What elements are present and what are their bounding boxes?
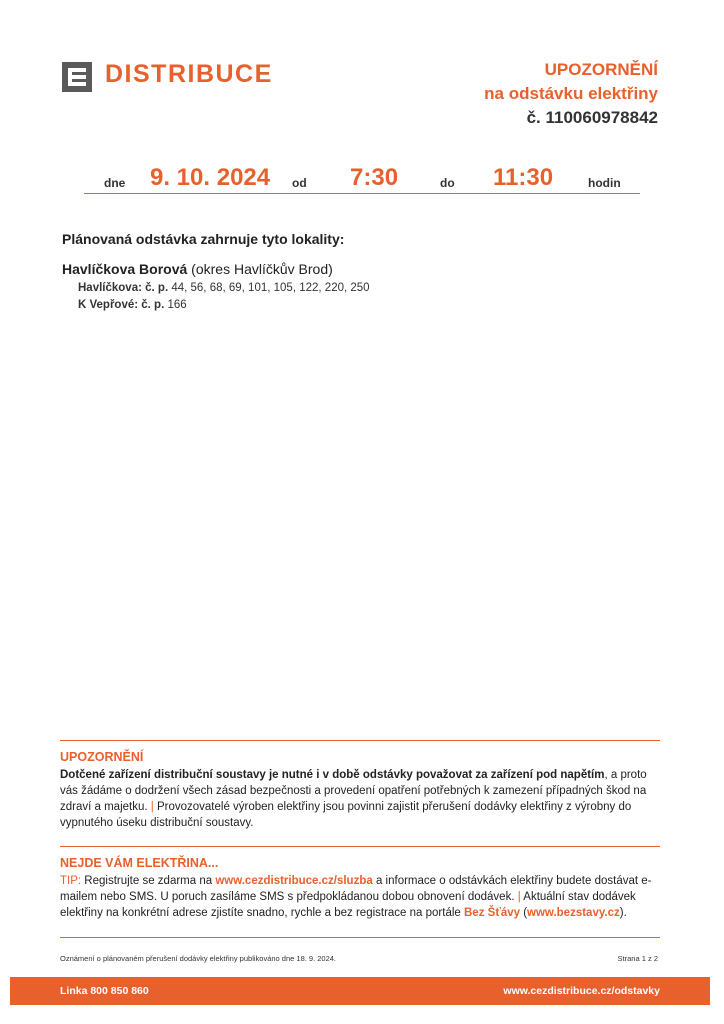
from-time: 7:30	[350, 164, 399, 191]
to-label: do	[440, 176, 455, 190]
tip-text: (	[520, 907, 528, 919]
street-item	[78, 282, 370, 294]
street-name: Havlíčkova:	[78, 282, 142, 294]
separator-bar: |	[517, 891, 521, 903]
warning-text: Provozovatelé výroben elektřiny jsou povinni zajistit přerušení dodávky elektřiny z výrobny do vypnutého úseku distribuční soustavy.	[60, 801, 632, 829]
link-sluzba[interactable]: www.cezdistribuce.cz/sluzba	[215, 875, 373, 887]
brand-logo-text: DISTRIBUCE	[105, 60, 273, 88]
street-numbers: 166	[164, 299, 187, 311]
warning-paragraph	[60, 767, 665, 831]
no-power-paragraph	[60, 873, 665, 921]
street-numbers: 44, 56, 68, 69, 101, 105, 122, 220, 250	[168, 282, 370, 294]
tip-text: Registrujte se zdarma na	[81, 875, 216, 887]
tip-label: TIP:	[60, 875, 82, 887]
no-power-title: NEJDE VÁM ELEKTŘINA...	[60, 856, 219, 870]
from-label: od	[292, 176, 307, 190]
date-line-divider	[84, 193, 640, 194]
notice-number: č. 110060978842	[526, 108, 658, 127]
notice-title: UPOZORNĚNÍ	[544, 60, 658, 79]
street-cp-label: č. p.	[141, 282, 169, 294]
town-name: Havlíčkova Borová	[62, 261, 188, 277]
outage-date: 9. 10. 2024	[150, 164, 271, 191]
footer-divider	[60, 937, 660, 938]
website-link[interactable]: www.cezdistribuce.cz/odstavky	[503, 985, 660, 997]
link-bezstavy[interactable]: www.bezstavy.cz	[527, 907, 620, 919]
town-district: (okres Havlíčkův Brod)	[187, 261, 333, 277]
tip-text: ).	[619, 907, 627, 919]
warning-text: , a proto vás žádáme o dodržení všech zásad bezpečnosti a provedení opatření potřebných k zamezení případných škod na zdraví a majetku.	[60, 769, 647, 813]
town-line	[62, 261, 333, 277]
hotline-number[interactable]: Linka 800 850 860	[60, 985, 149, 997]
portal-name: Bez Šťávy	[464, 907, 521, 919]
date-label: dne	[104, 176, 126, 190]
warning-divider	[60, 740, 660, 741]
no-power-divider	[60, 846, 660, 847]
localities-heading: Plánovaná odstávka zahrnuje tyto lokality:	[62, 231, 345, 247]
warning-bold-text: Dotčené zařízení distribuční soustavy je nutné i v době odstávky považovat za zařízení pod napětím	[60, 769, 605, 781]
notice-subtitle: na odstávku elektřiny	[484, 84, 658, 103]
cez-logo-icon	[62, 62, 92, 92]
bottom-bar	[10, 977, 710, 1005]
tip-text: Aktuální stav dodávek elektřiny na konkrétní adrese zjistíte snadno, rychle a bez registrace na portále	[60, 891, 636, 919]
separator-bar: |	[150, 801, 154, 813]
publication-note: Oznámení o plánovaném přerušení dodávky elektřiny publikováno dne 18. 9. 2024.	[60, 954, 337, 963]
page-number: Strana 1 z 2	[617, 954, 658, 963]
street-name: K Vepřové:	[78, 299, 139, 311]
warning-title: UPOZORNĚNÍ	[60, 750, 144, 764]
street-item	[78, 299, 187, 311]
to-time: 11:30	[493, 164, 554, 191]
tip-text: a informace o odstávkách elektřiny budete dostávat e-mailem nebo SMS. U poruch zasíláme SMS s předpokládanou dobou obnovení dodávek.	[60, 875, 652, 903]
hours-label: hodin	[588, 176, 621, 190]
street-cp-label: č. p.	[138, 299, 165, 311]
